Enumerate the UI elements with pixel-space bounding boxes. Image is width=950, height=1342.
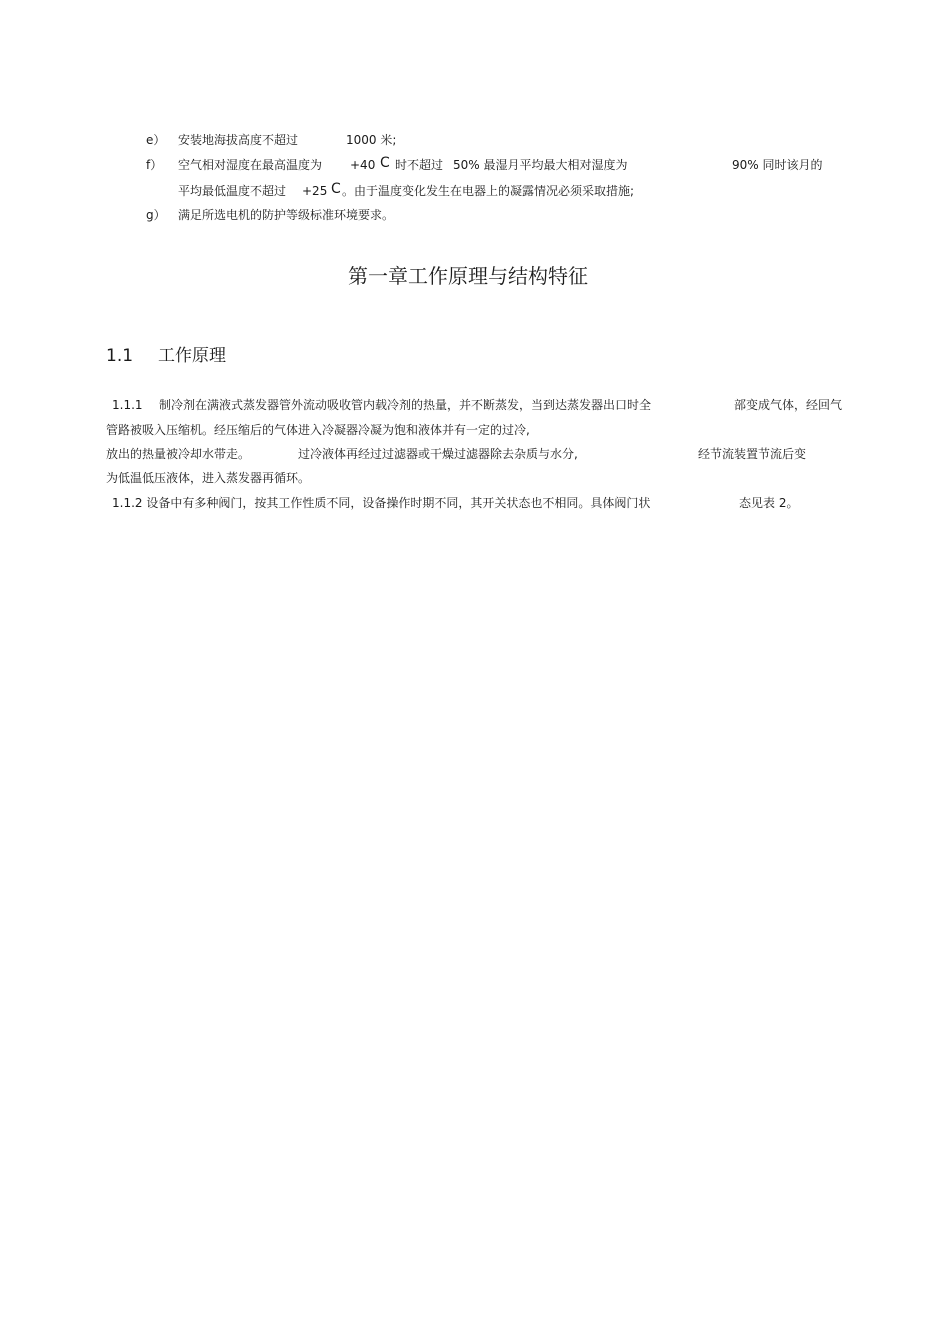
list-item-g-text: 满足所选电机的防护等级标准环境要求。 [178,208,395,222]
list-marker-e: e） [146,133,166,147]
paragraph-1-line3-mid: 过冷液体再经过过滤器或干燥过滤器除去杂质与水分, [298,447,578,461]
paragraph-1-line3-end: 经节流装置节流后变 [698,447,807,461]
paragraph-1-line3: 放出的热量被冷却水带走。 [106,447,251,461]
paragraph-1-number: 1.1.1 [112,398,143,412]
chapter-title: 第一章工作原理与结构特征 [348,264,588,288]
list-marker-f: f） [146,158,163,172]
list-item-e-value: 1000 米; [346,133,397,147]
list-item-f-unit-c-2: C [331,181,341,197]
paragraph-2-line1-end: 态见表 2。 [739,496,799,510]
paragraph-1-line2: 管路被吸入压缩机。经压缩后的气体进入冷凝器冷凝为饱和液体并有一定的过冷, [106,423,530,437]
list-item-f-temp-min: +25 [302,184,328,198]
list-item-f-humidity: 50% 最湿月平均最大相对湿度为 [453,158,628,172]
list-item-f-temp-max: +40 [350,158,376,172]
list-item-f-line2-text: 平均最低温度不超过 [178,184,287,198]
paragraph-1-line1: 制冷剂在满液式蒸发器管外流动吸收管内载冷剂的热量，并不断蒸发，当到达蒸发器出口时全 [159,398,652,412]
list-item-f-unit-c: C [380,155,390,171]
paragraph-1-line1-end: 部变成气体，经回气 [734,398,843,412]
list-item-f-text: 空气相对湿度在最高温度为 [178,158,323,172]
paragraph-1-line4: 为低温低压液体，进入蒸发器再循环。 [106,471,311,485]
list-item-f-humidity-max: 90% 同时该月的 [732,158,823,172]
section-title: 工作原理 [158,346,226,366]
paragraph-2-line1: 1.1.2 设备中有多种阀门，按其工作性质不同，设备操作时期不同，其开关状态也不相同。具体阀门状 [112,496,651,510]
list-item-f-text-2: 时不超过 [395,158,444,172]
list-marker-g: g） [146,208,166,222]
section-number: 1.1 [106,346,134,366]
list-item-e-text: 安装地海拔高度不超过 [178,133,299,147]
list-item-f-line2-rest: 。由于温度变化发生在电器上的凝露情况必须采取措施; [342,184,635,198]
